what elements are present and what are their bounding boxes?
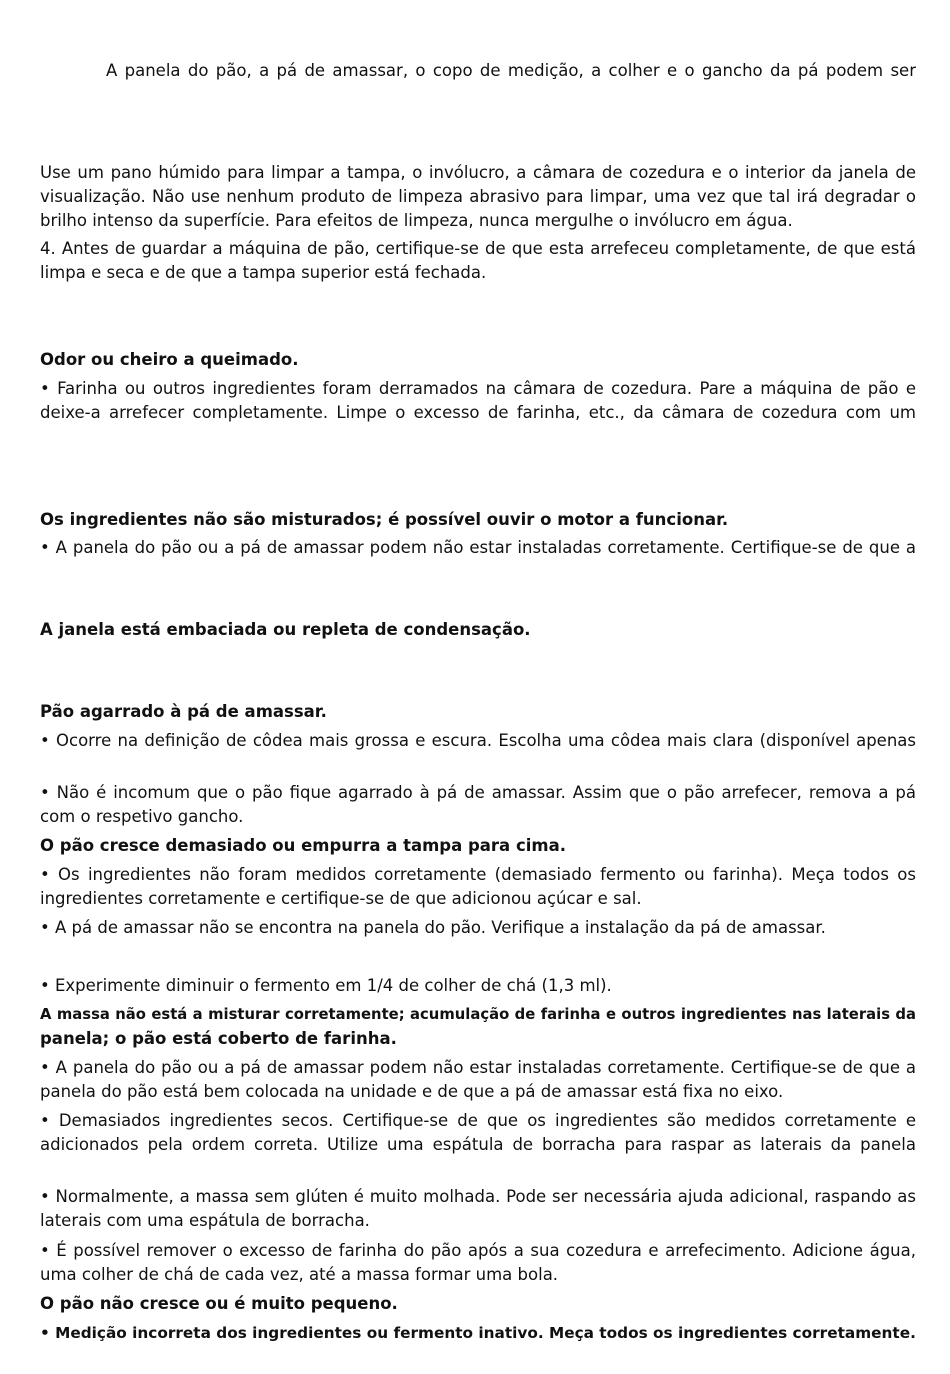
text-line: • Ocorre na definição de côdea mais grossa e escura. Escolha uma côdea mais clara (disponível apenas <box>40 731 916 750</box>
text-line: • É possível remover o excesso de farinha do pão após a sua cozedura e arrefecimento. Adicione água, <box>40 1241 916 1260</box>
section-heading: A janela está embaciada ou repleta de condensação. <box>40 620 531 639</box>
text-line: brilho intenso da superfície. Para efeitos de limpeza, nunca mergulhe o invólucro em água. <box>40 211 793 230</box>
text-line: • A panela do pão ou a pá de amassar podem não estar instaladas corretamente. Certifique-se de que a <box>40 1058 916 1077</box>
text-line: adicionados pela ordem correta. Utilize uma espátula de borracha para raspar as laterais da panela <box>40 1135 916 1154</box>
text-line: • Normalmente, a massa sem glúten é muito molhada. Pode ser necessária ajuda adicional, raspando as <box>40 1187 916 1206</box>
section-heading: Odor ou cheiro a queimado. <box>40 350 299 369</box>
text-line: ingredientes corretamente e certifique-se de que adicionou açúcar e sal. <box>40 889 642 908</box>
section-heading: O pão cresce demasiado ou empurra a tampa para cima. <box>40 836 566 855</box>
text-line: • Não é incomum que o pão fique agarrado à pá de amassar. Assim que o pão arrefecer, remova a pá <box>40 783 916 802</box>
text-line: uma colher de chá de cada vez, até a massa formar uma bola. <box>40 1265 559 1284</box>
text-line: • A pá de amassar não se encontra na panela do pão. Verifique a instalação da pá de amassar. <box>40 918 826 937</box>
text-line: • Experimente diminuir o fermento em 1/4 de colher de chá (1,3 ml). <box>40 976 612 995</box>
section-heading: Pão agarrado à pá de amassar. <box>40 702 327 721</box>
section-heading: panela; o pão está coberto de farinha. <box>40 1029 397 1048</box>
text-line: • A panela do pão ou a pá de amassar podem não estar instaladas corretamente. Certifique-se de que a <box>40 538 916 557</box>
text-line: limpa e seca e de que a tampa superior está fechada. <box>40 263 487 282</box>
section-heading: Os ingredientes não são misturados; é possível ouvir o motor a funcionar. <box>40 510 729 529</box>
text-line: Use um pano húmido para limpar a tampa, o invólucro, a câmara de cozedura e o interior da janela de <box>40 163 916 182</box>
text-line: • Os ingredientes não foram medidos corretamente (demasiado fermento ou farinha). Meça todos os <box>40 865 916 884</box>
text-line: A panela do pão, a pá de amassar, o copo de medição, a colher e o gancho da pá podem ser <box>106 61 916 80</box>
text-line: com o respetivo gancho. <box>40 807 244 826</box>
section-heading: A massa não está a misturar corretamente; acumulação de farinha e outros ingredientes nas laterais da <box>40 1006 916 1023</box>
text-line: visualização. Não use nenhum produto de limpeza abrasivo para limpar, uma vez que tal irá degradar o <box>40 187 916 206</box>
text-line: • Demasiados ingredientes secos. Certifique-se de que os ingredientes são medidos corretamente e <box>40 1111 916 1130</box>
text-line: laterais com uma espátula de borracha. <box>40 1211 370 1230</box>
text-line: 4. Antes de guardar a máquina de pão, certifique-se de que esta arrefeceu completamente, de que está <box>40 239 916 258</box>
section-heading: O pão não cresce ou é muito pequeno. <box>40 1294 398 1313</box>
text-line: panela do pão está bem colocada na unidade e de que a pá de amassar está fixa no eixo. <box>40 1082 784 1101</box>
text-line-bold: • Medição incorreta dos ingredientes ou fermento inativo. Meça todos os ingredientes corretamente. <box>40 1324 916 1342</box>
text-line: • Farinha ou outros ingredientes foram derramados na câmara de cozedura. Pare a máquina de pão e <box>40 379 916 398</box>
text-line: deixe-a arrefecer completamente. Limpe o excesso de farinha, etc., da câmara de cozedura com um <box>40 403 916 422</box>
